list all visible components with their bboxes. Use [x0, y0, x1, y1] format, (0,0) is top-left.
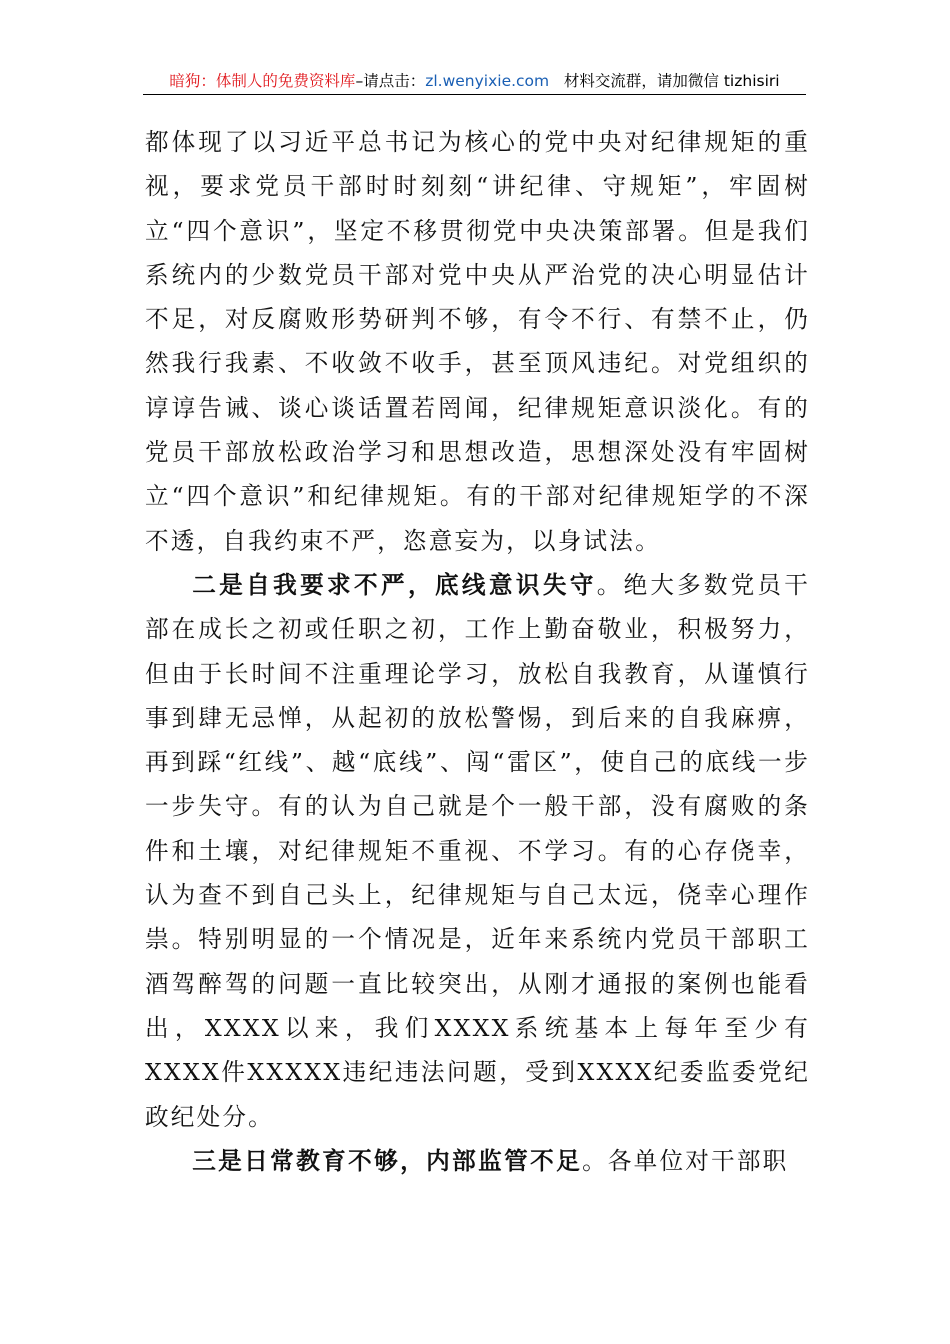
paragraph-3 [145, 1139, 810, 1183]
paragraph-heading: 二是自我要求不严，底线意识失守 [192, 570, 597, 599]
header-source-label: 暗狗：体制人的免费资料库 [169, 72, 356, 90]
paragraph-text: 。绝大多数党员干部在成长之初或任职之初，工作上勤奋敬业，积极努力，但由于长时间不注重理论学习，放松自我教育，从谨慎行事到肆无忌惮，从起初的放松警惕，到后来的自我麻痹，再到踩“红线”、越“底线”、闯“雷区”，使自己的底线一步一步失守。有的认为自己就是个一般干部，没有腐败的条件和土壤，对纪律规矩不重视、不学习。有的心存侥幸，认为查不到自己头上，纪律规矩与自己太远，侥幸心理作祟。特别明显的一个情况是，近年来系统内党员干部职工酒驾醉驾的问题一直比较突出，从刚才通报的案例也能看出，XXXX以来，我们XXXX系统基本上每年至少有XXXX件XXXXX违纪违法问题，受到XXXX纪委监委党纪政纪处分。 [145, 570, 811, 1131]
paragraph-text: 。各单位对干部职 [582, 1146, 789, 1175]
document-body [145, 120, 810, 1183]
header-url-link[interactable]: zl.wenyixie.com [425, 72, 550, 90]
header-group-label: 材料交流群，请加微信 tizhisiri [563, 72, 780, 90]
paragraph-2 [145, 563, 810, 1139]
header-click-label: –请点击： [355, 72, 426, 90]
page-header [143, 68, 806, 95]
paragraph-1 [145, 120, 810, 563]
paragraph-heading: 三是日常教育不够，内部监管不足 [192, 1146, 583, 1175]
paragraph-text: 都体现了以习近平总书记为核心的党中央对纪律规矩的重视，要求党员干部时时刻刻“讲纪律、守规矩”，牢固树立“四个意识”，坚定不移贯彻党中央决策部署。但是我们系统内的少数党员干部对党中央从严治党的决心明显估计不足，对反腐败形势研判不够，有令不行、有禁不止，仍然我行我素、不收敛不收手，甚至顶风违纪。对党组织的谆谆告诫、谈心谈话置若罔闻，纪律规矩意识淡化。有的党员干部放松政治学习和思想改造，思想深处没有牢固树立“四个意识”和纪律规矩。有的干部对纪律规矩学的不深不透，自我约束不严，恣意妄为，以身试法。 [145, 128, 810, 555]
